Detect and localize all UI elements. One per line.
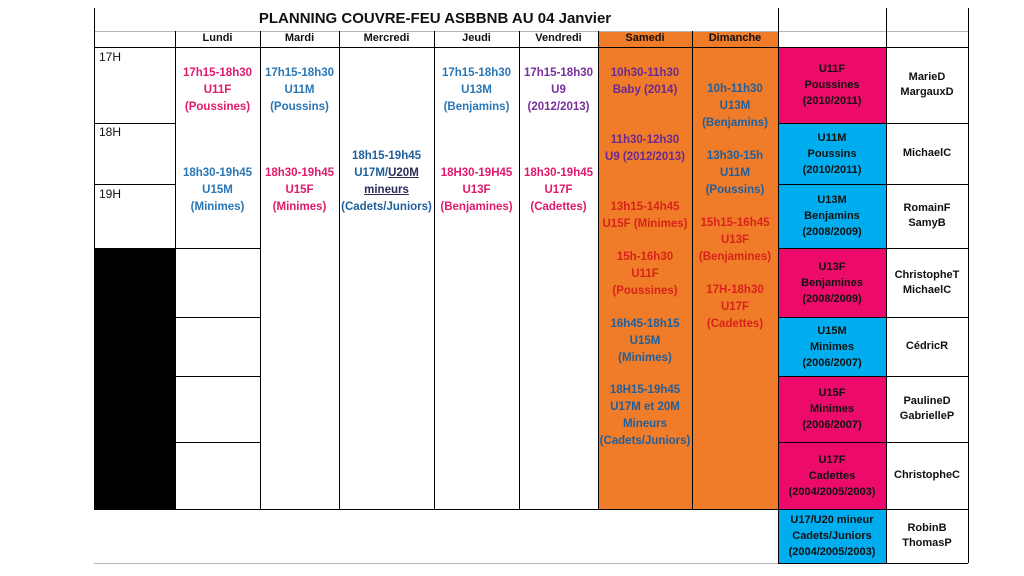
day-samedi: Samedi <box>625 32 665 44</box>
coach-u13m: RomainF SamyB <box>903 202 951 229</box>
slot-jeudi-1: 17h15-18h30 U13M (Benjamins) <box>441 67 512 113</box>
black-block <box>94 248 175 509</box>
slot-mardi-1: 17h15-18h30 U11M (Poussins) <box>264 67 335 113</box>
slot-lundi-2: 18h30-19h45 U15M (Minimes) <box>182 167 253 213</box>
coach-u11m: MichaelC <box>902 147 952 159</box>
team-u11m: U11M Poussins (2010/2011) <box>802 131 862 176</box>
team-u11f: U11F Poussines (2010/2011) <box>802 63 862 107</box>
page-title: PLANNING COUVRE-FEU ASBBNB AU 04 Janvier <box>258 10 612 27</box>
hour-19h: 19H <box>99 187 122 201</box>
slot-mercredi-mineurs: mineurs <box>364 184 409 196</box>
team-u15m: U15M Minimes (2006/2007) <box>802 324 862 369</box>
slot-samedi-5: 16h45-18h15 U15M (Minimes) <box>610 318 680 364</box>
team-u13m: U13M Benjamins (2008/2009) <box>802 194 862 238</box>
team-u15f: U15F Minimes (2006/2007) <box>802 387 862 431</box>
slot-mercredi-time: 18h15-19h45 <box>351 150 422 162</box>
coach-u15f: PaulineD GabrielleP <box>899 395 955 422</box>
day-lundi: Lundi <box>202 32 233 44</box>
coach-u13f: ChristopheT MichaelC <box>894 268 960 296</box>
hour-18h: 18H <box>99 125 122 139</box>
slot-samedi-3: 13h15-14h45 U15F (Minimes) <box>602 201 688 230</box>
slot-dimanche-1: 10h-11h30 U13M (Benjamins) <box>702 83 768 129</box>
coach-u15m: CédricR <box>905 340 949 352</box>
slot-dimanche-2: 13h30-15h U11M (Poussins) <box>705 150 765 196</box>
slot-mercredi-1 <box>339 148 434 216</box>
slot-vendredi-1: 17h15-18h30 U9 (2012/2013) <box>523 67 594 113</box>
slot-mercredi-u17m: U17M/ <box>354 167 389 179</box>
day-mardi: Mardi <box>284 32 315 44</box>
day-mercredi: Mercredi <box>363 32 410 44</box>
team-u17-u20: U17/U20 mineur Cadets/Juniors (2004/2005/2003) <box>788 514 876 558</box>
team-u13f: U13F Benjamines (2008/2009) <box>801 260 863 305</box>
slot-mercredi-team <box>339 165 434 182</box>
coach-u17-u20: RobinB ThomasP <box>902 522 952 549</box>
slot-vendredi-2: 18h30-19h45 U17F (Cadettes) <box>523 167 594 213</box>
team-u17f: U17F Cadettes (2004/2005/2003) <box>788 453 876 498</box>
slot-jeudi-2: 18H30-19H45 U13F (Benjamines) <box>440 167 513 213</box>
day-dimanche: Dimanche <box>708 32 762 44</box>
day-vendredi: Vendredi <box>535 32 582 44</box>
coach-u11f: MarieD MargauxD <box>900 71 954 98</box>
slot-mercredi-u20m: U20M <box>388 167 419 179</box>
slot-samedi-2: 11h30-12h30 U9 (2012/2013) <box>605 134 685 163</box>
day-jeudi: Jeudi <box>462 32 491 44</box>
slot-dimanche-3: 15h15-16h45 U13F (Benjamines) <box>698 217 772 263</box>
coach-u17f: ChristopheC <box>894 469 960 481</box>
slot-samedi-6: 18H15-19h45 U17M et 20M Mineurs (Cadets/Juniors) <box>599 384 691 447</box>
slot-lundi-1: 17h15-18h30 U11F (Poussines) <box>182 67 253 113</box>
slot-samedi-1: 10h30-11h30 Baby (2014) <box>610 67 680 96</box>
slot-dimanche-4: 17H-18h30 U17F (Cadettes) <box>706 284 764 330</box>
slot-samedi-4: 15h-16h30 U11F (Poussines) <box>612 251 678 297</box>
slot-mardi-2: 18h30-19h45 U15F (Minimes) <box>264 167 335 213</box>
slot-mercredi-category: (Cadets/Juniors) <box>341 201 432 213</box>
hour-17h: 17H <box>99 50 122 64</box>
